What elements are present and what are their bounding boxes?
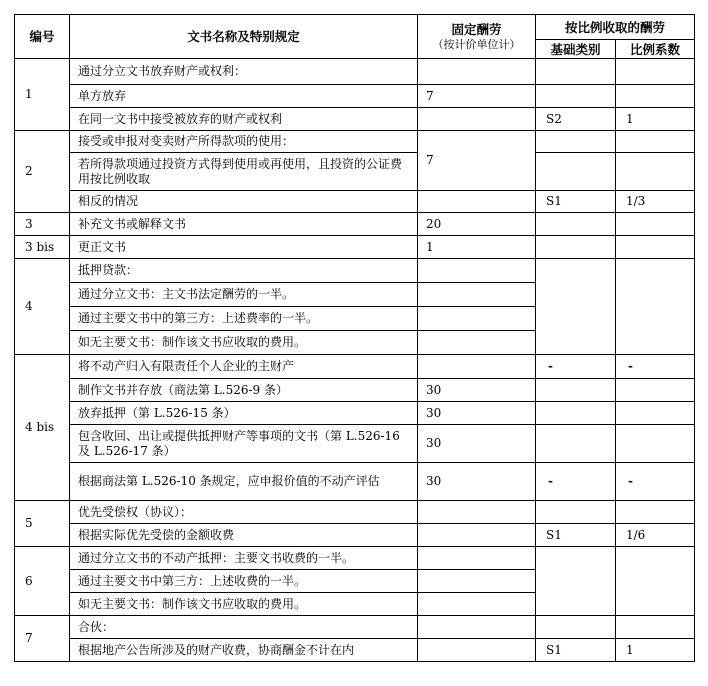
coefficient-cell bbox=[616, 379, 695, 402]
coefficient-cell bbox=[616, 59, 695, 85]
fixed-fee-cell: 20 bbox=[418, 213, 536, 236]
table-row bbox=[15, 191, 695, 213]
table-row bbox=[15, 379, 695, 402]
item-number: 7 bbox=[15, 616, 70, 662]
item-description: 根据商法第 L.526-10 条规定，应申报价值的不动产评估 bbox=[70, 463, 418, 501]
fixed-fee-cell bbox=[418, 355, 536, 379]
item-description: 如无主要文书：制作该文书应收取的费用。 bbox=[70, 331, 418, 355]
table-row bbox=[15, 501, 695, 524]
item-number: 3 bbox=[15, 213, 70, 236]
table-row bbox=[15, 547, 695, 570]
table-row bbox=[15, 131, 695, 153]
table-row bbox=[15, 85, 695, 108]
item-description: 更正文书 bbox=[70, 236, 418, 259]
coefficient-cell: 1 bbox=[616, 639, 695, 662]
base-category-cell bbox=[536, 131, 616, 153]
base-category-cell: - bbox=[536, 355, 616, 379]
table-row bbox=[15, 259, 695, 283]
table-row bbox=[15, 425, 695, 463]
coefficient-cell bbox=[616, 236, 695, 259]
fixed-fee-cell bbox=[418, 331, 536, 355]
header-coefficient: 比例系数 bbox=[616, 40, 695, 59]
coefficient-cell bbox=[616, 547, 695, 616]
base-category-cell bbox=[536, 547, 616, 616]
item-description: 合伙： bbox=[70, 616, 418, 639]
table-row bbox=[15, 463, 695, 501]
base-category-cell bbox=[536, 59, 616, 85]
header-number: 编号 bbox=[15, 15, 70, 59]
fixed-fee-cell bbox=[418, 191, 536, 213]
coefficient-cell bbox=[616, 153, 695, 191]
item-number: 4 bis bbox=[15, 355, 70, 501]
fixed-fee-cell bbox=[418, 547, 536, 570]
fixed-fee-cell bbox=[418, 639, 536, 662]
table-row bbox=[15, 108, 695, 131]
table-row bbox=[15, 59, 695, 85]
base-category-cell bbox=[536, 402, 616, 425]
base-category-cell bbox=[536, 236, 616, 259]
fixed-fee-cell: 30 bbox=[418, 463, 536, 501]
table-row bbox=[15, 153, 695, 191]
table-row bbox=[15, 355, 695, 379]
fixed-fee-cell: 1 bbox=[418, 236, 536, 259]
base-category-cell: S1 bbox=[536, 524, 616, 547]
item-number: 2 bbox=[15, 131, 70, 213]
table-row bbox=[15, 213, 695, 236]
item-description: 通过主要文书中的第三方：上述费率的一半。 bbox=[70, 307, 418, 331]
coefficient-cell: 1/3 bbox=[616, 191, 695, 213]
fixed-fee-cell bbox=[418, 501, 536, 524]
fixed-fee-cell: 30 bbox=[418, 379, 536, 402]
item-description: 通过主要文书中第三方：上述收费的一半。 bbox=[70, 570, 418, 593]
fee-schedule-table bbox=[14, 14, 695, 662]
table-row bbox=[15, 639, 695, 662]
header-fixed-fee-unit: （按计价单位计） bbox=[432, 37, 521, 51]
coefficient-cell: - bbox=[616, 463, 695, 501]
item-description: 抵押贷款： bbox=[70, 259, 418, 283]
item-description: 放弃抵押（第 L.526-15 条） bbox=[70, 402, 418, 425]
coefficient-cell bbox=[616, 85, 695, 108]
base-category-cell bbox=[536, 259, 616, 355]
item-description: 根据实际优先受偿的金额收费 bbox=[70, 524, 418, 547]
coefficient-cell bbox=[616, 213, 695, 236]
base-category-cell: - bbox=[536, 463, 616, 501]
item-number: 5 bbox=[15, 501, 70, 547]
fixed-fee-cell: 7 bbox=[418, 131, 536, 191]
header-document-name: 文书名称及特别规定 bbox=[70, 15, 418, 59]
fixed-fee-cell: 30 bbox=[418, 425, 536, 463]
coefficient-cell bbox=[616, 131, 695, 153]
header-proportional-fee: 按比例收取的酬劳 bbox=[536, 15, 695, 40]
base-category-cell: S1 bbox=[536, 639, 616, 662]
coefficient-cell: 1 bbox=[616, 108, 695, 131]
item-description: 通过分立文书：主文书法定酬劳的一半。 bbox=[70, 283, 418, 307]
coefficient-cell bbox=[616, 501, 695, 524]
fixed-fee-cell bbox=[418, 616, 536, 639]
item-description: 制作文书并存放（商法第 L.526-9 条） bbox=[70, 379, 418, 402]
base-category-cell: S1 bbox=[536, 191, 616, 213]
coefficient-cell bbox=[616, 259, 695, 355]
item-number: 1 bbox=[15, 59, 70, 131]
header-fixed-fee-title: 固定酬劳 bbox=[451, 21, 502, 37]
base-category-cell bbox=[536, 616, 616, 639]
coefficient-cell: - bbox=[616, 355, 695, 379]
fixed-fee-cell bbox=[418, 108, 536, 131]
fixed-fee-cell bbox=[418, 259, 536, 283]
table-row bbox=[15, 402, 695, 425]
fixed-fee-cell bbox=[418, 59, 536, 85]
fixed-fee-cell bbox=[418, 570, 536, 593]
table-row bbox=[15, 236, 695, 259]
item-description: 如无主要文书：制作该文书应收取的费用。 bbox=[70, 593, 418, 616]
base-category-cell bbox=[536, 425, 616, 463]
item-number: 4 bbox=[15, 259, 70, 355]
item-description: 根据地产公告所涉及的财产收费，协商酬金不计在内 bbox=[70, 639, 418, 662]
fixed-fee-cell: 30 bbox=[418, 402, 536, 425]
base-category-cell bbox=[536, 379, 616, 402]
fixed-fee-cell bbox=[418, 524, 536, 547]
base-category-cell: S2 bbox=[536, 108, 616, 131]
item-number: 6 bbox=[15, 547, 70, 616]
item-number: 3 bis bbox=[15, 236, 70, 259]
base-category-cell bbox=[536, 501, 616, 524]
header-base-category: 基础类别 bbox=[536, 40, 616, 59]
base-category-cell bbox=[536, 153, 616, 191]
item-description: 优先受偿权（协议）： bbox=[70, 501, 418, 524]
fixed-fee-cell bbox=[418, 593, 536, 616]
coefficient-cell: 1/6 bbox=[616, 524, 695, 547]
item-description: 若所得款项通过投资方式得到使用或再使用，且投资的公证费用按比例收取 bbox=[70, 153, 418, 191]
header-fixed-fee bbox=[418, 15, 536, 59]
fixed-fee-cell: 7 bbox=[418, 85, 536, 108]
item-description: 将不动产归入有限责任个人企业的主财产 bbox=[70, 355, 418, 379]
table-row bbox=[15, 524, 695, 547]
item-description: 在同一文书中接受被放弃的财产或权利 bbox=[70, 108, 418, 131]
item-description: 通过分立文书放弃财产或权利： bbox=[70, 59, 418, 85]
fixed-fee-cell bbox=[418, 307, 536, 331]
item-description: 包含收回、出让或提供抵押财产等事项的文书（第 L.526-16 及 L.526-17 条） bbox=[70, 425, 418, 463]
table-row bbox=[15, 616, 695, 639]
coefficient-cell bbox=[616, 616, 695, 639]
item-description: 相反的情况 bbox=[70, 191, 418, 213]
item-description: 接受或申报对变卖财产所得款项的使用： bbox=[70, 131, 418, 153]
coefficient-cell bbox=[616, 425, 695, 463]
item-description: 单方放弃 bbox=[70, 85, 418, 108]
fixed-fee-cell bbox=[418, 283, 536, 307]
item-description: 补充文书或解释文书 bbox=[70, 213, 418, 236]
item-description: 通过分立文书的不动产抵押：主要文书收费的一半。 bbox=[70, 547, 418, 570]
base-category-cell bbox=[536, 213, 616, 236]
base-category-cell bbox=[536, 85, 616, 108]
coefficient-cell bbox=[616, 402, 695, 425]
